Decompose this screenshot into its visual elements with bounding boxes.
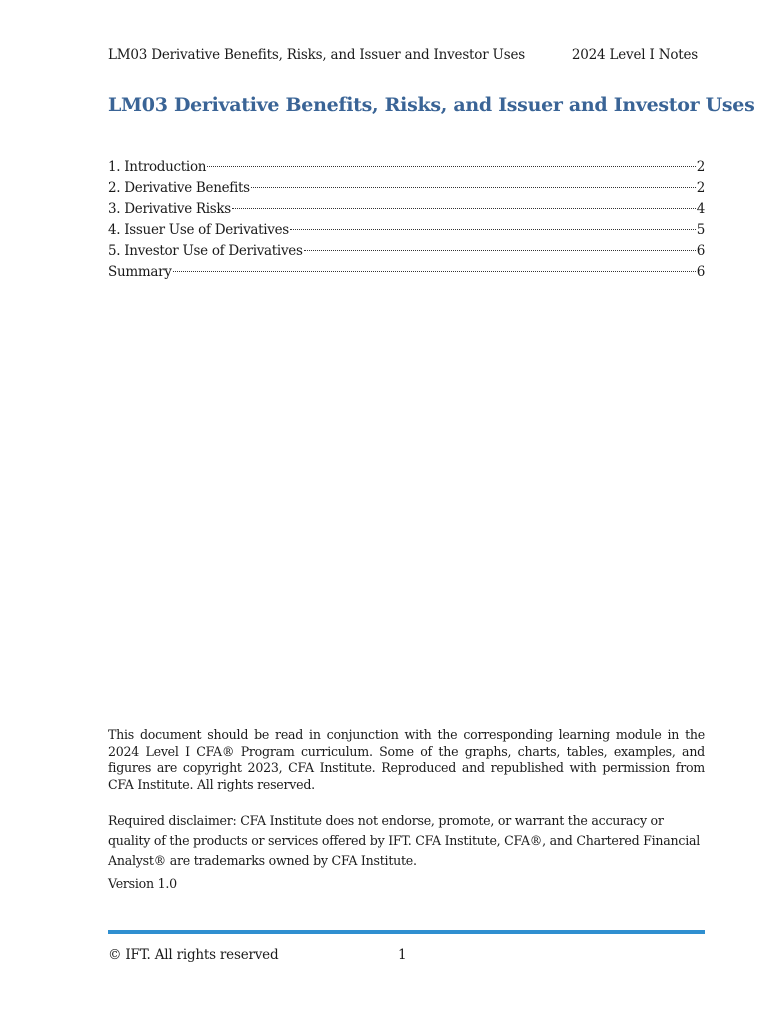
toc-entry-page: 6 — [696, 264, 705, 280]
toc-entry-label: 2. Derivative Benefits — [108, 180, 250, 196]
toc-dot-leader — [304, 250, 696, 251]
toc-entry-label: Summary — [108, 264, 172, 280]
toc-entry-page: 5 — [696, 222, 705, 238]
toc-dot-leader — [290, 229, 696, 230]
toc-entry-page: 2 — [696, 159, 705, 175]
table-of-contents — [108, 157, 705, 283]
version-label: Version 1.0 — [108, 876, 177, 891]
toc-entry-introduction[interactable] — [108, 157, 705, 178]
toc-entry-label: 4. Issuer Use of Derivatives — [108, 222, 289, 238]
toc-dot-leader — [173, 271, 696, 272]
toc-dot-leader — [251, 187, 696, 188]
document-title: LM03 Derivative Benefits, Risks, and Issuer and Investor Uses — [108, 94, 755, 116]
toc-entry-derivative-benefits[interactable] — [108, 178, 705, 199]
toc-entry-investor-use[interactable] — [108, 241, 705, 262]
footer-copyright: © IFT. All rights reserved — [108, 947, 279, 963]
toc-entry-label: 1. Introduction — [108, 159, 207, 175]
toc-entry-label: 5. Investor Use of Derivatives — [108, 243, 303, 259]
document-page — [108, 0, 755, 1024]
toc-entry-issuer-use[interactable] — [108, 220, 705, 241]
toc-entry-page: 2 — [696, 180, 705, 196]
toc-entry-page: 6 — [696, 243, 705, 259]
footer-divider — [108, 930, 705, 934]
toc-entry-page: 4 — [696, 201, 705, 217]
footer-page-number: 1 — [398, 947, 407, 963]
header-module-title: LM03 Derivative Benefits, Risks, and Issuer and Investor Uses — [108, 47, 525, 63]
required-disclaimer: Required disclaimer: CFA Institute does not endorse, promote, or warrant the accuracy or quality of the products or services offered by IFT. CFA Institute, CFA®, and Chartered Financial Analyst® are trademarks owned by CFA Institute. — [108, 813, 701, 868]
toc-entry-summary[interactable] — [108, 262, 705, 283]
curriculum-notice: This document should be read in conjunction with the corresponding learning module in the 2024 Level I CFA® Program curriculum. Some of the graphs, charts, tables, examples, and figures are copyright 2023, CFA Institute. Reproduced and republished with permission from CFA Institute. All rights reserved. — [108, 727, 705, 792]
header-level-notes: 2024 Level I Notes — [571, 47, 698, 63]
toc-entry-label: 3. Derivative Risks — [108, 201, 231, 217]
running-header — [108, 47, 698, 63]
toc-dot-leader — [207, 166, 696, 167]
toc-dot-leader — [232, 208, 696, 209]
toc-entry-derivative-risks[interactable] — [108, 199, 705, 220]
